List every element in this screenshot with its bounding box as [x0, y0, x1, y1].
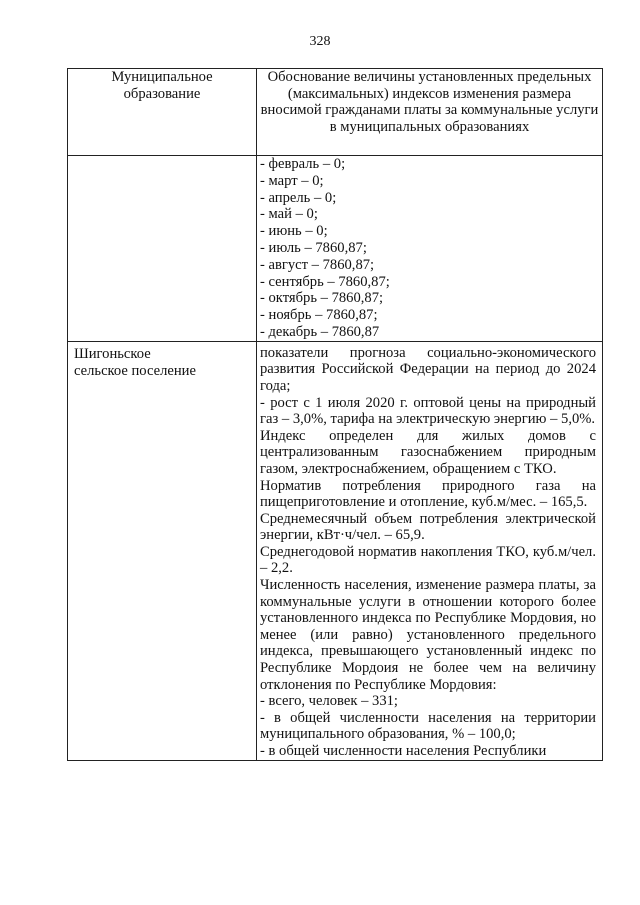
paragraph: - в общей численности населения Республики — [260, 743, 547, 760]
list-item: - ноябрь – 7860,87; — [260, 307, 378, 324]
paragraph: Норматив потребления природного газа на пищеприготовление и отопление, куб.м/мес. – 165,5. — [260, 477, 596, 511]
paragraph: Среднегодовой норматив накопления ТКО, куб.м/чел. – 2,2. — [260, 543, 596, 577]
list-item: - октябрь – 7860,87; — [260, 290, 384, 307]
empty-municipality-cell — [68, 156, 257, 342]
list-item: - июль – 7860,87; — [260, 239, 367, 256]
header-municipality: Муниципальное образование — [68, 69, 257, 156]
municipality-name-cell — [68, 341, 257, 760]
paragraph: - в общей численности населения на территории муниципального образования, % – 100,0; — [260, 709, 596, 743]
list-item: - сентябрь – 7860,87; — [260, 273, 390, 290]
municipality-type: сельское поселение — [74, 362, 196, 379]
paragraph: Индекс определен для жилых домов с централизованным газоснабжением природным газом, электроснабжением, обращением с ТКО. — [260, 427, 596, 477]
header-justification: Обоснование величины установленных предельных (максимальных) индексов изменения размера вносимой гражданами платы за коммунальные услуги в муниципальных образованиях — [257, 69, 603, 156]
list-item: - июнь – 0; — [260, 223, 328, 240]
paragraph: Численность населения, изменение размера платы, за коммунальные услуги в отношении которого более установленного индекса по Республике Мордовия, но менее (или равно) установленного предельного индекса, превышающего установленный индекс по Республике Мордоия не более чем на величину отклонения по Республике Мордовия: — [260, 577, 596, 693]
paragraph: - всего, человек – 331; — [260, 693, 398, 710]
page-number: 328 — [309, 34, 331, 49]
index-justification-table — [67, 68, 603, 761]
list-item: - март – 0; — [260, 172, 324, 189]
paragraph: показатели прогноза социально-экономического развития Российской Федерации на период до 2024 года; — [260, 344, 596, 394]
table-header-row — [68, 69, 603, 156]
list-item: - апрель – 0; — [260, 189, 337, 206]
municipality-name: Шигоньское — [74, 345, 151, 362]
table-row-shigonskoe — [68, 341, 603, 760]
list-item: - февраль – 0; — [260, 156, 346, 172]
list-item: - август – 7860,87; — [260, 256, 375, 273]
list-item: - декабрь – 7860,87 — [260, 323, 380, 340]
table-row-continuation — [68, 156, 603, 342]
paragraph: - рост с 1 июля 2020 г. оптовой цены на природный газ – 3,0%, тарифа на электрическую энергию – 5,0%. — [260, 394, 596, 428]
paragraph: Среднемесячный объем потребления электрической энергии, кВт·ч/чел. – 65,9. — [260, 510, 596, 544]
justification-text-cell — [257, 341, 603, 760]
monthly-values-cell — [257, 156, 603, 342]
list-item: - май – 0; — [260, 206, 318, 223]
